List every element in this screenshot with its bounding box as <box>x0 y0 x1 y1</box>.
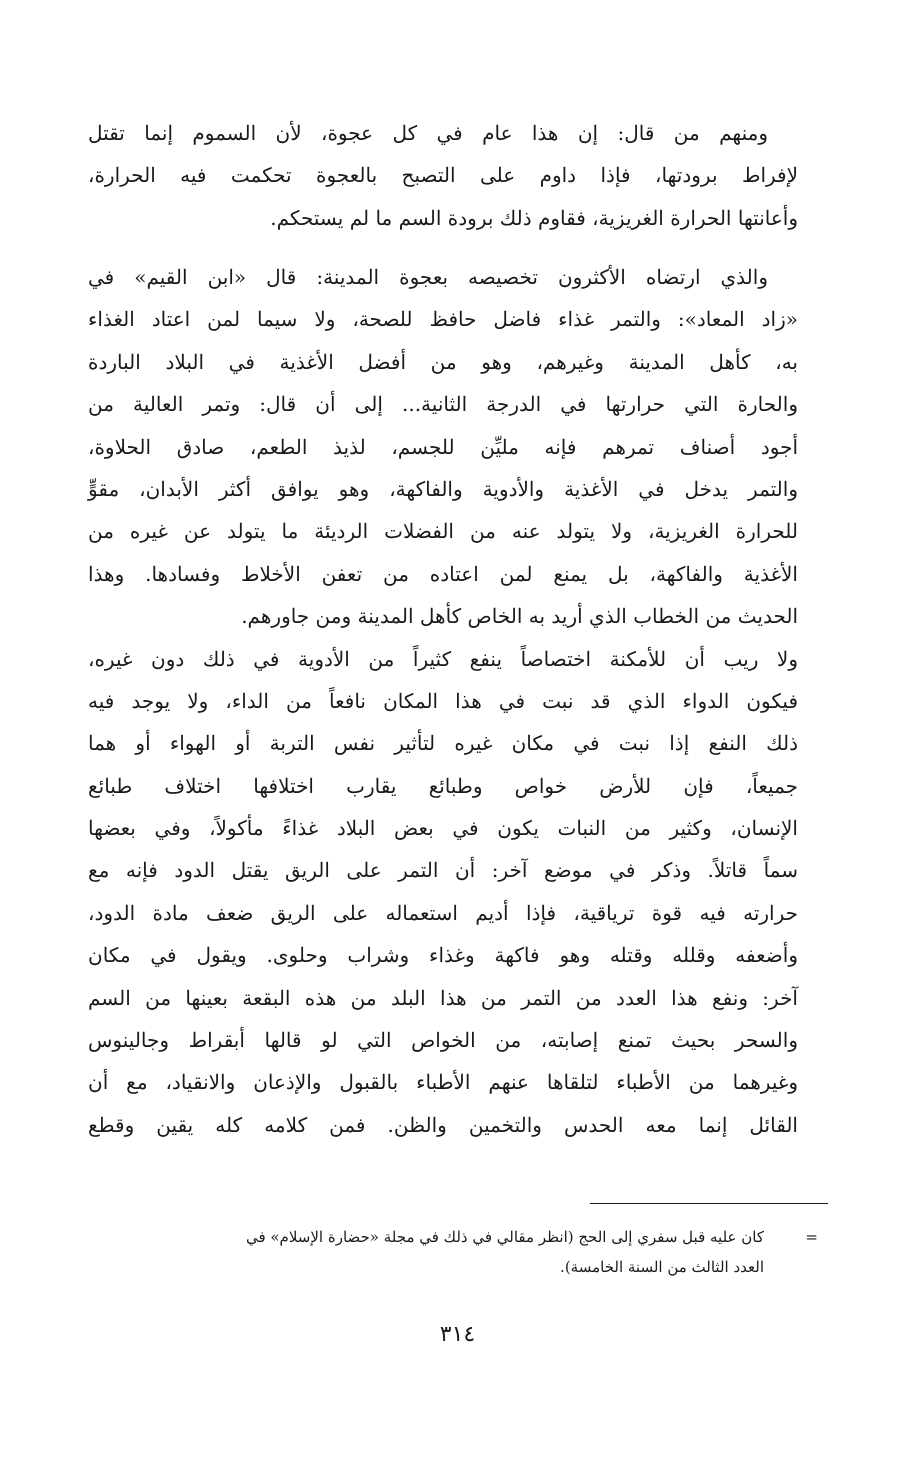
text-line: حرارته فيه قوة ترياقية، فإذا أديم استعماله على الريق ضعف مادة الدود، <box>88 900 798 925</box>
footnote-separator <box>590 1203 828 1204</box>
text-line: الإنسان، وكثير من النبات يكون في بعض البلاد غذاءً مأكولاً، وفي بعضها <box>88 816 798 841</box>
footnote-marker: = <box>805 1228 818 1246</box>
paragraph-1 <box>88 112 828 240</box>
footnote-line: كان عليه قبل سفري إلى الحج (انظر مقالي في ذلك في مجلة «حضارة الإسلام» في <box>245 1228 764 1246</box>
footnote-line: العدد الثالث من السنة الخامسة). <box>560 1258 764 1276</box>
text-line: والحارة التي حرارتها في الدرجة الثانية... إلى أن قال: وتمر العالية من <box>88 392 798 417</box>
text-line: للحرارة الغريزية، ولا يتولد عنه من الفضلات الرديئة ما يتولد عن غيره من <box>88 519 798 544</box>
footnote <box>88 1222 828 1282</box>
text-line: فيكون الدواء الذي قد نبت في هذا المكان نافعاً من الداء، ولا يوجد فيه <box>88 688 798 713</box>
text-line: وأعانتها الحرارة الغريزية، فقاوم ذلك برودة السم ما لم يستحكم. <box>270 205 798 230</box>
text-line: أجود أصناف تمرهم فإنه مليِّن للجسم، لذيذ الطعم، صادق الحلاوة، <box>88 434 798 459</box>
text-line: وأضعفه وقلله وقتله وهو فاكهة وغذاء وشراب وحلوى. ويقول في مكان <box>88 943 798 968</box>
text-line: آخر: ونفع هذا العدد من التمر من هذا البلد من هذه البقعة بعينها من السم <box>88 985 798 1010</box>
text-line: الأغذية والفاكهة، بل يمنع لمن اعتاده من تعفن الأخلاط وفسادها. وهذا <box>88 561 798 586</box>
text-line: «زاد المعاد»: والتمر غذاء فاضل حافظ للصحة، ولا سيما لمن اعتاد الغذاء <box>88 307 799 332</box>
text-line: لإفراط برودتها، فإذا داوم على التصبح بالعجوة تحكمت فيه الحرارة، <box>88 163 798 188</box>
text-line: ومنهم من قال: إن هذا عام في كل عجوة، لأن السموم إنما تقتل <box>88 121 768 145</box>
text-line: جميعاً، فإن للأرض خواص وطبائع يقارب اختلافها اختلاف طبائع <box>88 773 798 798</box>
text-line: سماً قاتلاً. وذكر في موضع آخر: أن التمر على الريق يقتل الدود فإنه مع <box>88 858 798 883</box>
text-line: ولا ريب أن للأمكنة اختصاصاً ينفع كثيراً من الأدوية في ذلك دون غيره، <box>88 646 798 671</box>
page-number: ٣١٤ <box>439 1322 476 1347</box>
text-line: القائل إنما معه الحدس والتخمين والظن. فمن كلامه كله يقين وقطع <box>88 1112 798 1137</box>
text-line: والتمر يدخل في الأغذية والأدوية والفاكهة، وهو يوافق أكثر الأبدان، مقوٍّ <box>88 476 798 501</box>
text-line: والسحر بحيث تمنع إصابته، من الخواص التي لو قالها أبقراط وجالينوس <box>88 1028 798 1053</box>
text-line: والذي ارتضاه الأكثرون تخصيصه بعجوة المدينة: قال «ابن القيم» في <box>88 265 768 289</box>
paragraph-2 <box>88 256 828 1146</box>
text-line: به، كأهل المدينة وغيرهم، وهو من أفضل الأغذية في البلاد الباردة <box>88 349 798 374</box>
text-line: وغيرهما من الأطباء لتلقاها عنهم الأطباء بالقبول والإذعان والانقياد، مع أن <box>88 1070 798 1095</box>
text-line: ذلك النفع إذا نبت في مكان غيره لتأثير نفس التربة أو الهواء أو هما <box>88 731 798 756</box>
main-text <box>88 112 828 1146</box>
text-line: الحديث من الخطاب الذي أريد به الخاص كأهل المدينة ومن جاورهم. <box>241 604 798 629</box>
